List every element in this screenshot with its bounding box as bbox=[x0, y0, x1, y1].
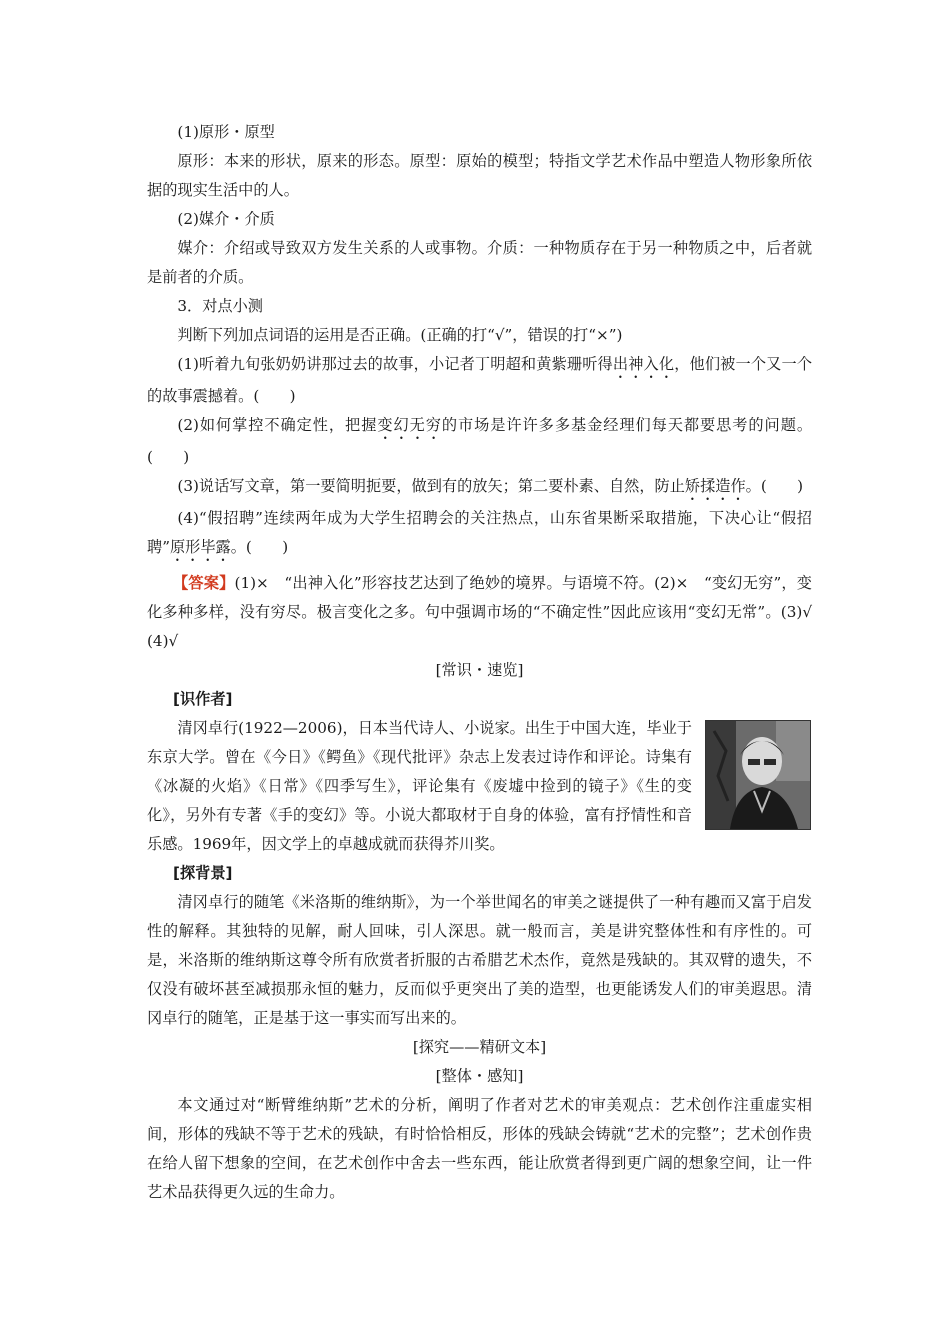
author-portrait-image bbox=[706, 721, 810, 829]
author-tag: [识作者] bbox=[173, 690, 233, 708]
document-page bbox=[147, 118, 828, 1207]
section-changshi: [常识・速览] bbox=[435, 661, 524, 679]
quiz-question-3 bbox=[147, 472, 812, 504]
summary-text: 本文通过对“断臂维纳斯”艺术的分析，阐明了作者对艺术的审美观点：艺术创作注重虚实相间，形体的残缺不等于艺术的残缺，有时恰恰相反，形体的残缺会铸就“艺术的完整”；艺术创作贵在给人留下想象的空间，在艺术创作中舍去一些东西，能让欣赏者得到更广阔的想象空间，让一件艺术品获得更久远的生命力。 bbox=[147, 1096, 812, 1201]
author-text: 清冈卓行(1922—2006)，日本当代诗人、小说家。出生于中国大连，毕业于东京大学。曾在《今日》《鳄鱼》《现代批评》杂志上发表过诗作和评论。诗集有《冰凝的火焰》《日常》《四季写生》，评论集有《废墟中捡到的镜子》《生的变化》，另外有专著《手的变幻》等。小说大都取材于自身的体验，富有抒情性和音乐感。1969年，因文学上的卓越成就而获得芥川奖。 bbox=[147, 719, 692, 853]
quiz-question-1 bbox=[147, 350, 812, 411]
q3-text-b: 。( ) bbox=[745, 477, 804, 495]
quiz-instruction: 判断下列加点词语的运用是否正确。(正确的打“√”，错误的打“×”) bbox=[177, 326, 623, 344]
answer-text: (1)× “出神入化”形容技艺达到了绝妙的境界。与语境不符。(2)× “变幻无穷”，变化多种多样，没有穷尽。极言变化之多。句中强调市场的“不确定性”因此应该用“变幻无常”。(3)√ (4)√ bbox=[147, 574, 828, 650]
item1-body: 原形：本来的形状，原来的形态。原型：原始的模型；特指文学艺术作品中塑造人物形象所依据的现实生活中的人。 bbox=[147, 152, 812, 199]
section-tanjiu: [探究——精研文本] bbox=[412, 1038, 547, 1056]
q2-text-a: (2)如何掌控不确定性，把握 bbox=[177, 416, 378, 434]
quiz-heading: 3．对点小测 bbox=[177, 297, 263, 315]
q4-text-a: (4)“假招聘”连续两年成为大学生招聘会的关注热点，山东省果断采取措施，下决心让“假招聘” bbox=[147, 509, 812, 556]
section-zhengti: [整体・感知] bbox=[435, 1067, 524, 1085]
author-block bbox=[147, 714, 812, 859]
q1-text-b: ，他们被一个又一个的故事震撼着。( ) bbox=[147, 355, 813, 405]
quiz-question-2 bbox=[147, 411, 812, 472]
q2-dotted-term: 变幻无穷 bbox=[377, 416, 442, 434]
background-tag: [探背景] bbox=[173, 864, 233, 882]
q1-text-a: (1)听着九旬张奶奶讲那过去的故事，小记者丁明超和黄紫珊听得 bbox=[177, 355, 613, 373]
author-tag-line bbox=[147, 685, 812, 714]
background-text: 清冈卓行的随笔《米洛斯的维纳斯》，为一个举世闻名的审美之谜提供了一种有趣而又富于启发性的解释。其独特的见解，耐人回味，引人深思。就一般而言，美是讲究整体性和有序性的。可是，米洛斯的维纳斯这尊令所有欣赏者折服的古希腊艺术杰作，竟然是残缺的。其双臂的遗失，不仅没有破坏甚至减损那永恒的魅力，反而似乎更突出了美的造型，也更能诱发人们的审美遐思。清冈卓行的随笔，正是基于这一事实而写出来的。 bbox=[147, 893, 812, 1027]
item1-heading: (1)原形・原型 bbox=[177, 123, 275, 141]
item2-heading: (2)媒介・介质 bbox=[177, 210, 275, 228]
q4-text-b: 。( ) bbox=[230, 538, 289, 556]
q3-text-a: (3)说话写文章，第一要简明扼要，做到有的放矢；第二要朴素、自然，防止 bbox=[177, 477, 685, 495]
background-tag-line bbox=[147, 859, 812, 888]
q1-dotted-term: 出神入化 bbox=[612, 355, 675, 373]
q2-text-b: 的市场是许许多多基金经理们每天都要思考的问题。( ) bbox=[147, 416, 813, 466]
quiz-answer bbox=[147, 569, 828, 656]
q3-dotted-term: 矫揉造作 bbox=[684, 477, 746, 495]
answer-tag: 【答案】 bbox=[173, 574, 235, 592]
q4-dotted-term: 原形毕露 bbox=[169, 538, 231, 556]
author-portrait bbox=[705, 720, 811, 830]
quiz-question-4 bbox=[147, 504, 812, 565]
item2-body: 媒介：介绍或导致双方发生关系的人或事物。介质：一种物质存在于另一种物质之中，后者就是前者的介质。 bbox=[147, 239, 812, 286]
